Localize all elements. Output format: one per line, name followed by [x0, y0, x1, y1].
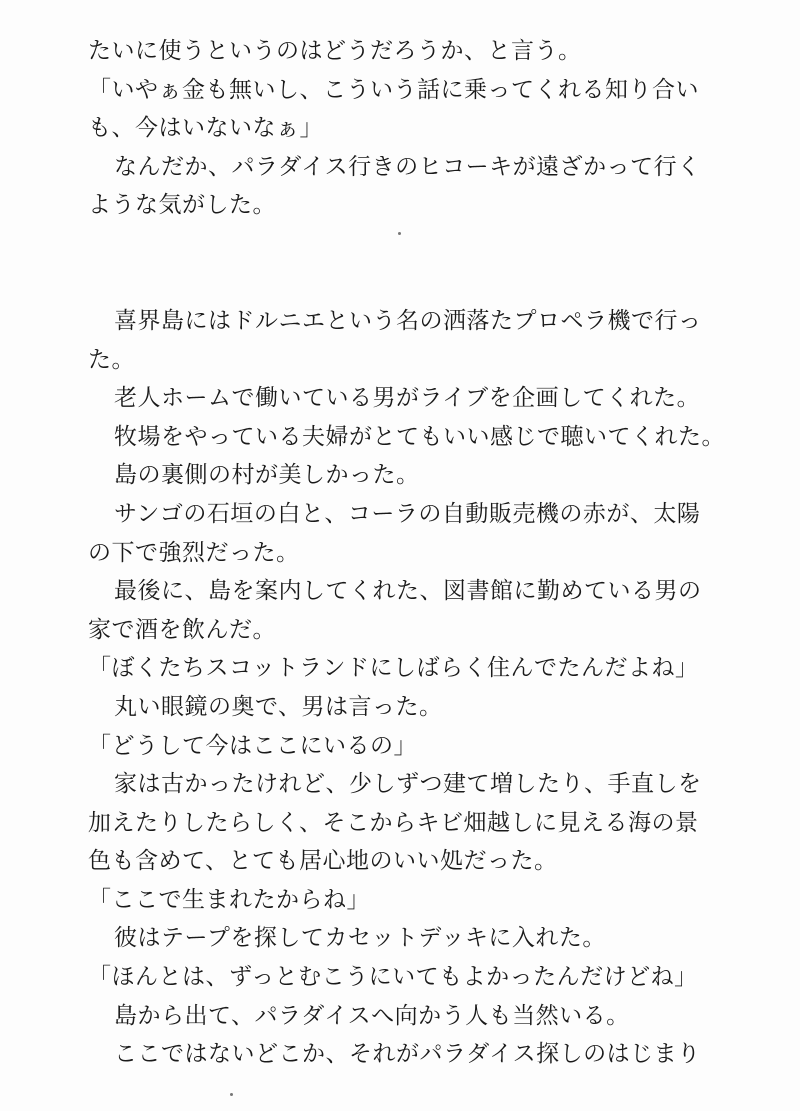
text-line: た。: [88, 346, 135, 373]
text-line: 喜界島にはドルニエという名の洒落たプロペラ機で行っ: [114, 307, 702, 334]
text-line: たいに使うというのはどうだろうか、と言う。: [88, 38, 582, 64]
text-line: 島の裏側の村が美しかった。: [114, 462, 420, 489]
blank-line: [88, 225, 778, 302]
scan-speck: [230, 1093, 233, 1096]
text-line: 彼はテープを探してカセットデッキに入れた。: [114, 925, 606, 952]
text-line: 「ここで生まれたからね」: [88, 886, 370, 913]
text-line: の下で強烈だった。: [88, 539, 300, 566]
text-line: 家は古かったけれど、少しずつ建て増したり、手直しを: [114, 771, 702, 798]
text-line: 牧場をやっている夫婦がとてもいい感じで聴いてくれた。: [114, 423, 725, 450]
body-text: [88, 32, 778, 1074]
text-line: なんだか、パラダイス行きのヒコーキが遠ざかって行く: [114, 153, 701, 180]
text-line: 最後に、島を案内してくれた、図書館に勤めている男の: [114, 578, 702, 605]
text-line: ような気がした。: [88, 192, 276, 219]
text-line: 加えたりしたらしく、そこからキビ畑越しに見える海の景: [88, 809, 699, 836]
text-line: 家で酒を飲んだ。: [88, 616, 276, 643]
text-line: 「ぼくたちスコットランドにしばらく住んでたんだよね」: [88, 655, 699, 682]
text-line: サンゴの石垣の白と、コーラの自動販売機の赤が、太陽: [114, 500, 701, 527]
text-line: も、今はいないなぁ」: [88, 115, 323, 142]
text-line: 「いやぁ金も無いし、こういう話に乗ってくれる知り合い: [88, 76, 699, 103]
text-line: 丸い眼鏡の奥で、男は言った。: [114, 693, 443, 720]
text-line: ここではないどこか、それがパラダイス探しのはじまり: [114, 1041, 701, 1068]
text-line: 「ほんとは、ずっとむこうにいてもよかったんだけどね」: [88, 964, 698, 991]
text-line: 「どうして今はここにいるの」: [88, 732, 417, 759]
text-line: 老人ホームで働いている男がライブを企画してくれた。: [114, 385, 701, 412]
scan-speck: [398, 232, 401, 235]
text-line: 島から出て、パラダイスへ向かう人も当然いる。: [114, 1002, 630, 1029]
text-line: 色も含めて、とても居心地のいい処だった。: [88, 848, 558, 875]
